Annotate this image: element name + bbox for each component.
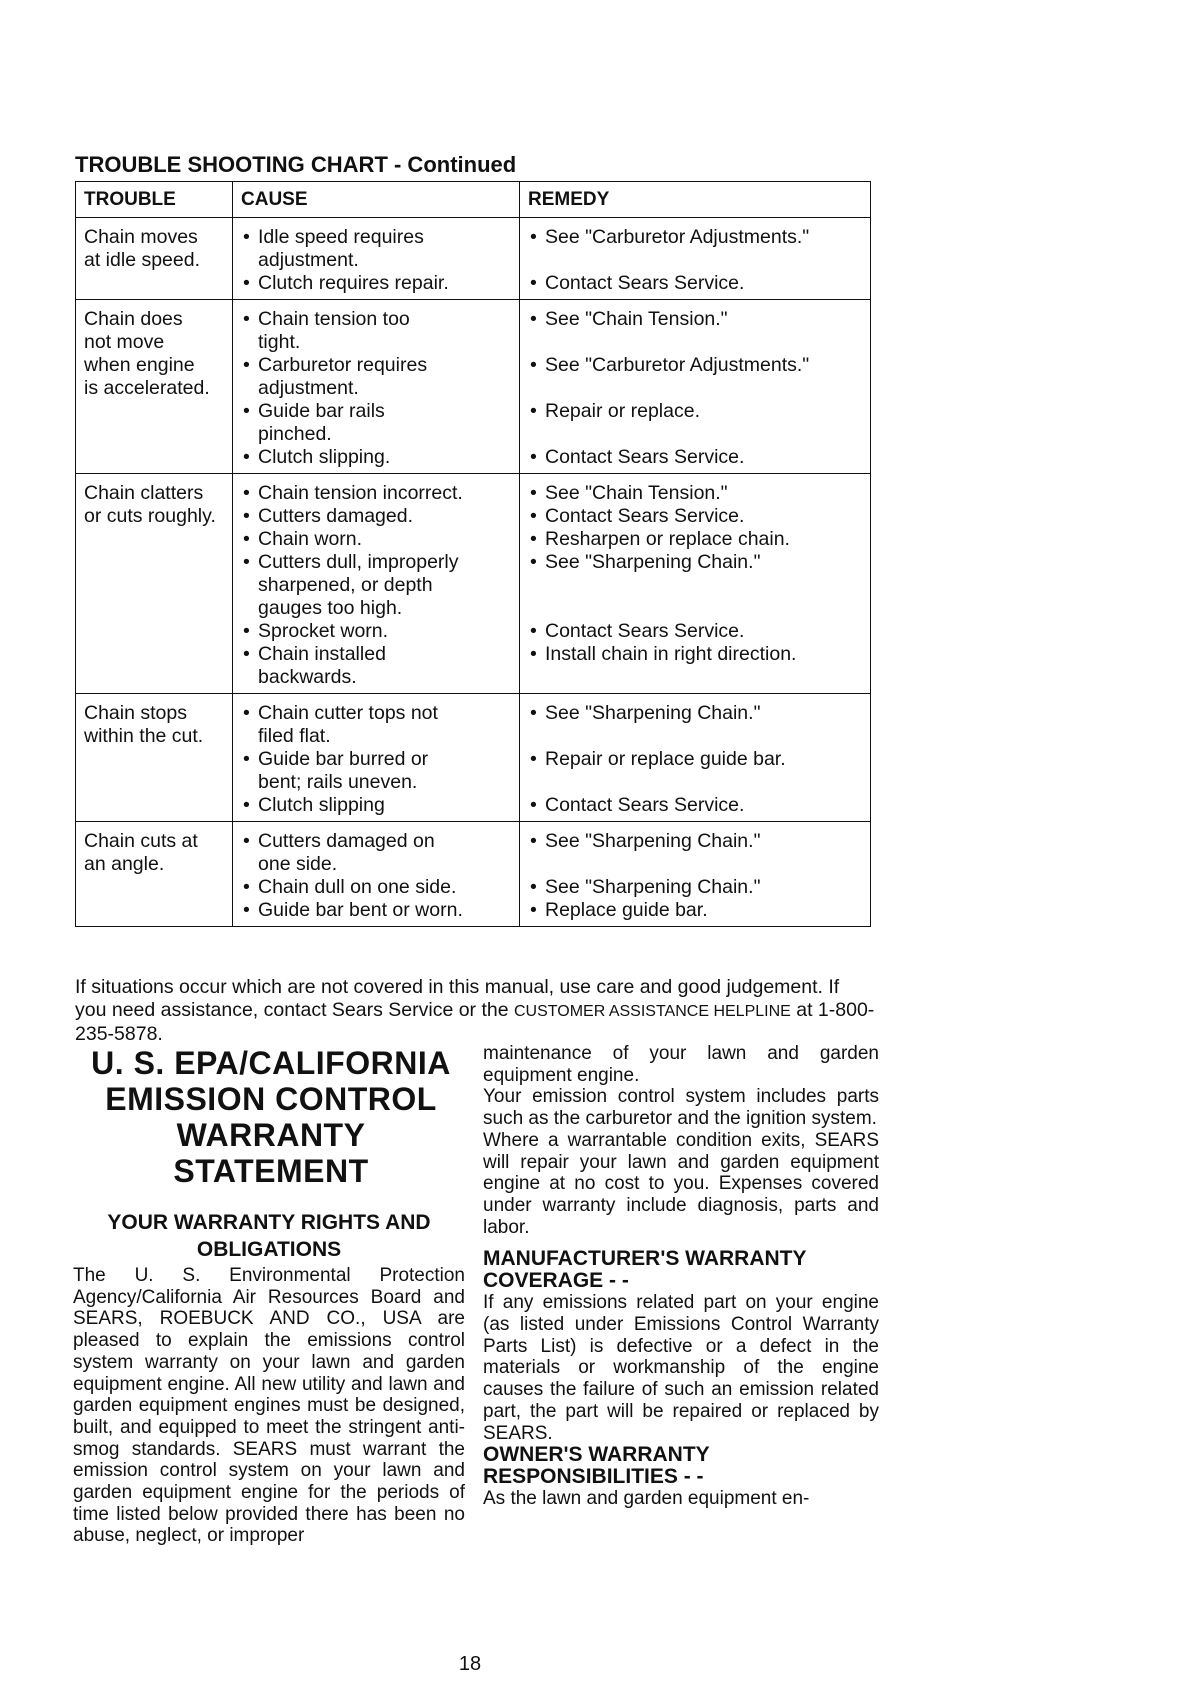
warranty-right-column — [483, 1043, 879, 1510]
trouble-text: Chain moves at idle speed. — [84, 226, 201, 271]
rights-paragraph-continuation: maintenance of your lawn and garden equipment engine. — [483, 1043, 879, 1086]
manufacturer-warranty-paragraph: If any emissions related part on your engine (as listed under Emissions Control Warranty Parts List) is defective or a defect in the materials or workmanship of the engine causes the failure of such an emission related part, the part will be repaired or replaced by SEARS. — [483, 1292, 879, 1444]
cause-item: • Guide bar burred or bent; rails uneven. — [241, 748, 458, 794]
trouble-cell — [76, 474, 233, 694]
cause-item: • Sprocket worn. — [241, 620, 513, 643]
warranty-title-line: EMISSION CONTROL — [105, 1081, 437, 1117]
note-text: If situations occur which are not covered in this manual, use care and good judgement. If you need assistance, contact Sears Service or the — [75, 976, 840, 1021]
table-row — [76, 822, 871, 927]
cause-item: • Idle speed requires adjustment. — [241, 226, 448, 272]
rights-heading-line: YOUR WARRANTY RIGHTS AND — [107, 1211, 431, 1234]
remedy-item: • See "Sharpening Chain." — [528, 876, 864, 899]
owner-responsibilities-heading: OWNER'S WARRANTY RESPONSIBILITIES - - — [483, 1443, 710, 1489]
trouble-shooting-table — [75, 181, 871, 927]
system-paragraph: Your emission control system includes parts such as the carburetor and the ignition system. — [483, 1086, 879, 1130]
manufacturer-warranty-heading: MANUFACTURER'S WARRANTY COVERAGE - - — [483, 1247, 807, 1293]
trouble-cell — [76, 822, 233, 927]
table-row — [76, 300, 871, 474]
cause-item: • Cutters damaged. — [241, 505, 513, 528]
assistance-note — [75, 976, 875, 1046]
cause-item: • Guide bar rails pinched. — [241, 400, 418, 446]
cause-item: • Cutters dull, improperly sharpened, or depth gauges too high. — [241, 551, 488, 620]
warranty-title — [73, 1045, 465, 1189]
cause-item: • Clutch slipping — [241, 794, 513, 817]
page-number: 18 — [458, 1653, 482, 1675]
cause-item: • Chain tension incorrect. — [241, 482, 513, 505]
remedy-item: • See "Chain Tension." — [528, 308, 864, 331]
trouble-cell — [76, 300, 233, 474]
remedy-item: • Repair or replace. — [528, 400, 864, 423]
remedy-cell — [520, 822, 871, 927]
trouble-text: Chain stops within the cut. — [84, 702, 204, 747]
trouble-text: Chain clatters or cuts roughly. — [84, 482, 216, 527]
chart-title: TROUBLE SHOOTING CHART - Continued — [75, 152, 517, 177]
cause-cell — [233, 822, 520, 927]
trouble-cell — [76, 218, 233, 300]
owner-responsibilities-paragraph: As the lawn and garden equipment en- — [483, 1488, 810, 1510]
cause-cell — [233, 694, 520, 822]
remedy-item: • Contact Sears Service. — [528, 505, 864, 528]
remedy-item: • See "Carburetor Adjustments." — [528, 354, 864, 377]
cause-item: • Cutters damaged on one side. — [241, 830, 468, 876]
remedy-item: • Contact Sears Service. — [528, 272, 864, 295]
remedy-item: • See "Sharpening Chain." — [528, 830, 864, 853]
helpline-label: CUSTOMER ASSISTANCE HELPLINE — [514, 1003, 791, 1020]
remedy-item: • See "Carburetor Adjustments." — [528, 226, 864, 249]
rights-paragraph: The U. S. Environmental Protection Agency/California Air Resources Board and SEARS, ROEBUCK AND CO., USA are pleased to explain the emissions control system warranty on your lawn and garden equipment engine. All new utility and lawn and garden equipment engines must be designed, built, and equipped to meet the stringent anti-smog standards. SEARS must warrant the emission control system on your lawn and garden equipment engine for the periods of time listed below provided there has been no abuse, neglect, or improper — [73, 1265, 465, 1547]
cause-item: • Clutch slipping. — [241, 446, 513, 469]
table-header-row — [76, 182, 871, 218]
remedy-item: • Resharpen or replace chain. — [528, 528, 864, 551]
remedy-item: • Install chain in right direction. — [528, 643, 864, 666]
remedy-item: • Contact Sears Service. — [528, 620, 864, 643]
rights-heading-line: OBLIGATIONS — [196, 1238, 342, 1261]
header-trouble: TROUBLE — [76, 182, 233, 218]
cause-cell — [233, 474, 520, 694]
cause-item: • Chain dull on one side. — [241, 876, 513, 899]
remedy-cell — [520, 300, 871, 474]
header-cause: CAUSE — [233, 182, 520, 218]
remedy-cell — [520, 218, 871, 300]
remedy-item: • Contact Sears Service. — [528, 446, 864, 469]
cause-item: • Chain tension too tight. — [241, 308, 433, 354]
cause-item: • Carburetor requires adjustment. — [241, 354, 458, 400]
cause-cell — [233, 300, 520, 474]
remedy-item: • Contact Sears Service. — [528, 794, 864, 817]
table-row — [76, 218, 871, 300]
trouble-text: Chain does not move when engine is accelerated. — [84, 308, 210, 399]
remedy-cell — [520, 694, 871, 822]
table-row — [76, 694, 871, 822]
warranty-left-column — [73, 1045, 465, 1677]
remedy-item: • See "Sharpening Chain." — [528, 551, 864, 574]
helpline-number: at 1-800-235-5878. — [75, 999, 875, 1045]
table-row — [76, 474, 871, 694]
trouble-cell — [76, 694, 233, 822]
cause-item: • Chain installed backwards. — [241, 643, 428, 689]
header-remedy: REMEDY — [520, 182, 871, 218]
remedy-item: • See "Sharpening Chain." — [528, 702, 864, 725]
cause-item: • Chain worn. — [241, 528, 513, 551]
cause-item: • Clutch requires repair. — [241, 272, 513, 295]
warranty-title-line: U. S. EPA/CALIFORNIA — [91, 1045, 451, 1081]
remedy-item: • Repair or replace guide bar. — [528, 748, 864, 771]
cause-item: • Chain cutter tops not filed flat. — [241, 702, 478, 748]
trouble-text: Chain cuts at an angle. — [84, 830, 198, 875]
cause-item: • Guide bar bent or worn. — [241, 899, 513, 922]
remedy-cell — [520, 474, 871, 694]
warranty-title-line: WARRANTY STATEMENT — [173, 1117, 369, 1189]
rights-heading — [73, 1209, 465, 1263]
remedy-item: • See "Chain Tension." — [528, 482, 864, 505]
condition-paragraph: Where a warrantable condition exits, SEARS will repair your lawn and garden equipment engine at no cost to you. Expenses covered under warranty include diagnosis, parts and labor. — [483, 1129, 879, 1238]
cause-cell — [233, 218, 520, 300]
remedy-item: • Replace guide bar. — [528, 899, 864, 922]
